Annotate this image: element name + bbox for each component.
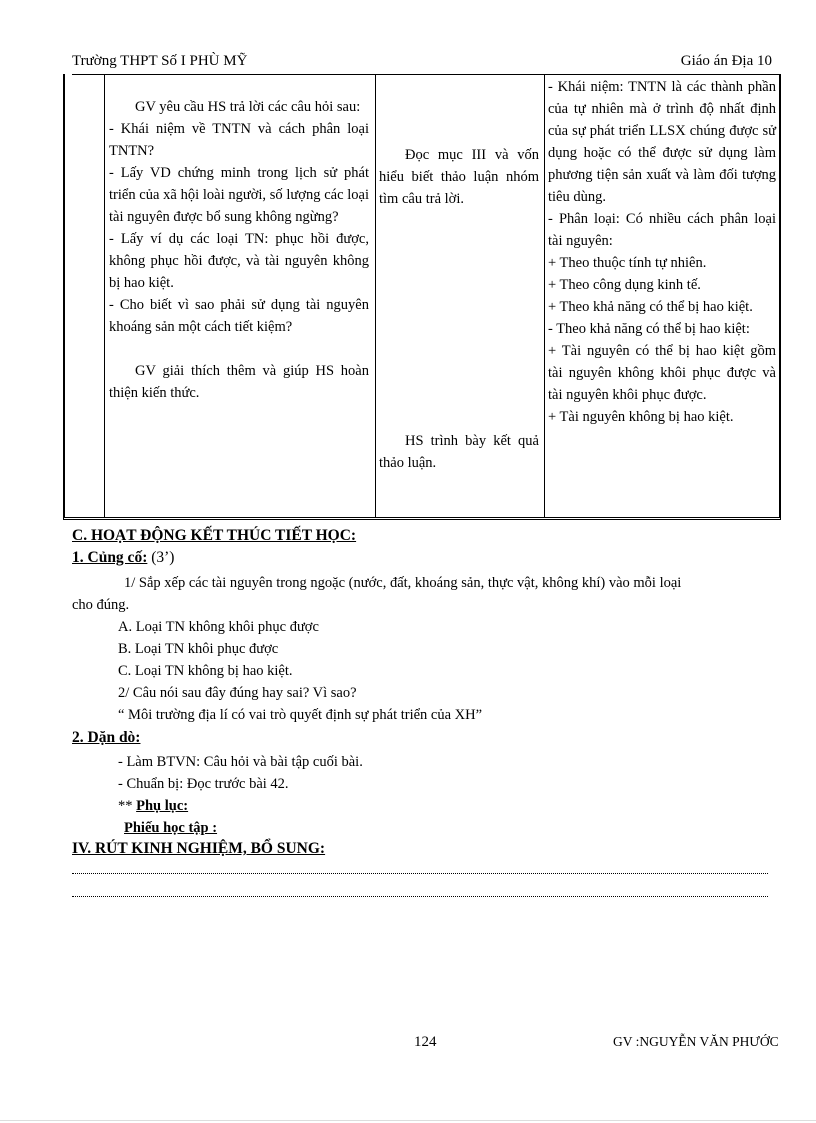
bottom-rule — [0, 1120, 816, 1121]
column-divider — [375, 74, 376, 517]
dando-item: - Chuẩn bị: Đọc trước bài 42. — [118, 776, 289, 792]
cungco-question-2: 2/ Câu nói sau đây đúng hay sai? Vì sao? — [118, 685, 357, 701]
cungco-time: (3’) — [147, 549, 175, 566]
lesson-table — [63, 74, 781, 520]
teacher-question: - Khái niệm về TNTN và cách phân loại TNTN? — [109, 121, 369, 159]
content-line: - Khái niệm: TNTN là các thành phần của tự nhiên mà ở trình độ nhất định của sự phát triển LLSX chúng được sử dụng hoặc có thể được sử dụng làm phương tiện sản xuất và làm đối tượng tiêu dùng. — [548, 79, 776, 205]
content-line: - Phân loại: Có nhiều cách phân loại tài nguyên: — [548, 211, 776, 249]
column-divider — [544, 74, 545, 517]
student-activity-cell — [379, 144, 539, 474]
subject-title: Giáo án Địa 10 — [680, 53, 772, 69]
phuluc-prefix: ** — [118, 798, 137, 814]
student-read: Đọc mục III và vốn hiểu biết thảo luận nhóm tìm câu trả lời. — [379, 147, 539, 207]
teacher-name: GV :NGUYỄN VĂN PHƯỚC — [613, 1034, 779, 1049]
teacher-intro: GV yêu cầu HS trả lời các câu hỏi sau: — [135, 99, 361, 115]
teacher-question: - Lấy VD chứng minh trong lịch sử phát triển của xã hội loài người, số lượng các loại tài nguyên được bổ sung không ngừng? — [109, 165, 369, 225]
content-line: + Tài nguyên có thể bị hao kiệt gồm tài nguyên không khôi phục được và tài nguyên khôi phục được. — [548, 343, 776, 403]
dando-item: - Làm BTVN: Câu hỏi và bài tập cuối bài. — [118, 754, 363, 770]
page-number: 124 — [414, 1034, 437, 1050]
cungco-label: 1. Củng cố: — [72, 549, 148, 566]
lesson-content-cell — [548, 76, 776, 428]
cungco-question-1-cont: cho đúng. — [72, 597, 130, 613]
teacher-activity-cell — [109, 96, 369, 404]
cungco-heading — [72, 549, 782, 567]
section-iv-title: IV. RÚT KINH NGHIỆM, BỔ SUNG: — [72, 840, 326, 857]
dotted-line — [72, 896, 768, 897]
student-present: HS trình bày kết quả thảo luận. — [379, 433, 539, 471]
phieu-line — [72, 817, 782, 839]
phieu-label: Phiếu học tập : — [124, 820, 218, 836]
school-name: Trường THPT Số I PHÙ MỸ — [72, 53, 248, 69]
option-c: C. Loại TN không bị hao kiệt. — [118, 663, 293, 679]
section-c-title: C. HOẠT ĐỘNG KẾT THÚC TIẾT HỌC: — [72, 527, 357, 544]
phuluc-label: Phụ lục: — [136, 798, 189, 814]
content-line: + Tài nguyên không bị hao kiệt. — [548, 409, 734, 425]
cungco-body — [72, 572, 782, 726]
dando-body — [72, 751, 782, 839]
page-header — [72, 52, 780, 75]
quote: “ Môi trường địa lí có vai trò quyết định sự phát triển của XH” — [118, 707, 483, 723]
teacher-question: - Cho biết vì sao phải sử dụng tài nguyên khoáng sản một cách tiết kiệm? — [109, 297, 369, 335]
option-a: A. Loại TN không khôi phục được — [118, 619, 319, 635]
cungco-question-1: 1/ Sắp xếp các tài nguyên trong ngoặc (nước, đất, khoáng sản, thực vật, không khí) vào mỗi loại — [124, 575, 682, 591]
content-line: + Theo khả năng có thể bị hao kiệt. — [548, 299, 753, 315]
content-line: - Theo khả năng có thể bị hao kiệt: — [548, 321, 750, 337]
content-line: + Theo công dụng kinh tế. — [548, 277, 701, 293]
teacher-explain: GV giải thích thêm và giúp HS hoàn thiện kiến thức. — [109, 363, 369, 401]
content-line: + Theo thuộc tính tự nhiên. — [548, 255, 707, 271]
teacher-question: - Lấy ví dụ các loại TN: phục hồi được, không phục hồi được, và tài nguyên không bị hao kiệt. — [109, 231, 369, 291]
column-divider — [104, 74, 105, 517]
phuluc-line — [72, 795, 782, 817]
dando-heading — [72, 729, 782, 747]
dando-label: 2. Dặn dò: — [72, 729, 141, 746]
dotted-line — [72, 873, 768, 874]
option-b: B. Loại TN khôi phục được — [118, 641, 279, 657]
